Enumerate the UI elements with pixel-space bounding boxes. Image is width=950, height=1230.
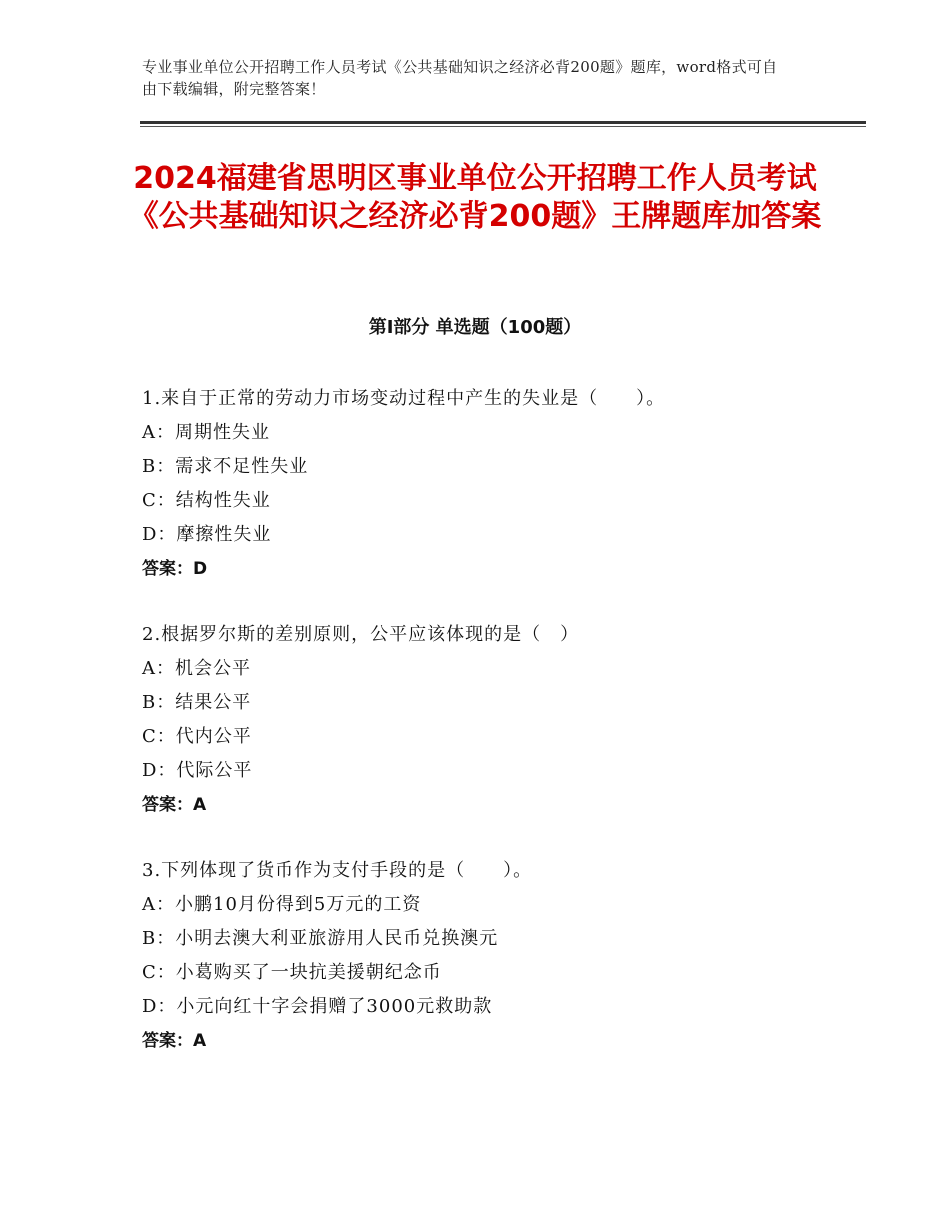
question-2 [142, 618, 842, 822]
header-note: 专业事业单位公开招聘工作人员考试《公共基础知识之经济必背200题》题库，word格式可自由下载编辑，附完整答案！ [142, 58, 778, 98]
question-3 [142, 854, 842, 1058]
option-d: D：摩擦性失业 [142, 524, 272, 545]
option-a: A：机会公平 [142, 658, 251, 679]
option-c: C：小葛购买了一块抗美援朝纪念币 [142, 962, 442, 983]
question-1 [142, 382, 842, 586]
header-divider-thin [140, 126, 866, 127]
question-stem: 1.来自于正常的劳动力市场变动过程中产生的失业是（ ）。 [142, 388, 666, 409]
question-list [142, 382, 842, 1090]
option-c: C：结构性失业 [142, 490, 271, 511]
option-b: B：小明去澳大利亚旅游用人民币兑换澳元 [142, 928, 499, 949]
answer: 答案：A [142, 1031, 207, 1051]
option-d: D：小元向红十字会捐赠了3000元救助款 [142, 996, 493, 1017]
option-b: B：需求不足性失业 [142, 456, 309, 477]
document-title: 2024福建省思明区事业单位公开招聘工作人员考试《公共基础知识之经济必背200题》王牌题库加答案 [128, 161, 822, 234]
section-title: 第Ⅰ部分 单选题（100题） [368, 317, 582, 338]
answer: 答案：D [142, 559, 208, 579]
question-stem: 3.下列体现了货币作为支付手段的是（ ）。 [142, 860, 533, 881]
question-stem: 2.根据罗尔斯的差别原则，公平应该体现的是（ ） [142, 624, 580, 645]
option-c: C：代内公平 [142, 726, 252, 747]
option-d: D：代际公平 [142, 760, 253, 781]
option-a: A：小鹏10月份得到5万元的工资 [142, 894, 422, 915]
header-divider-thick [140, 121, 866, 124]
answer: 答案：A [142, 795, 207, 815]
option-a: A：周期性失业 [142, 422, 270, 443]
option-b: B：结果公平 [142, 692, 252, 713]
